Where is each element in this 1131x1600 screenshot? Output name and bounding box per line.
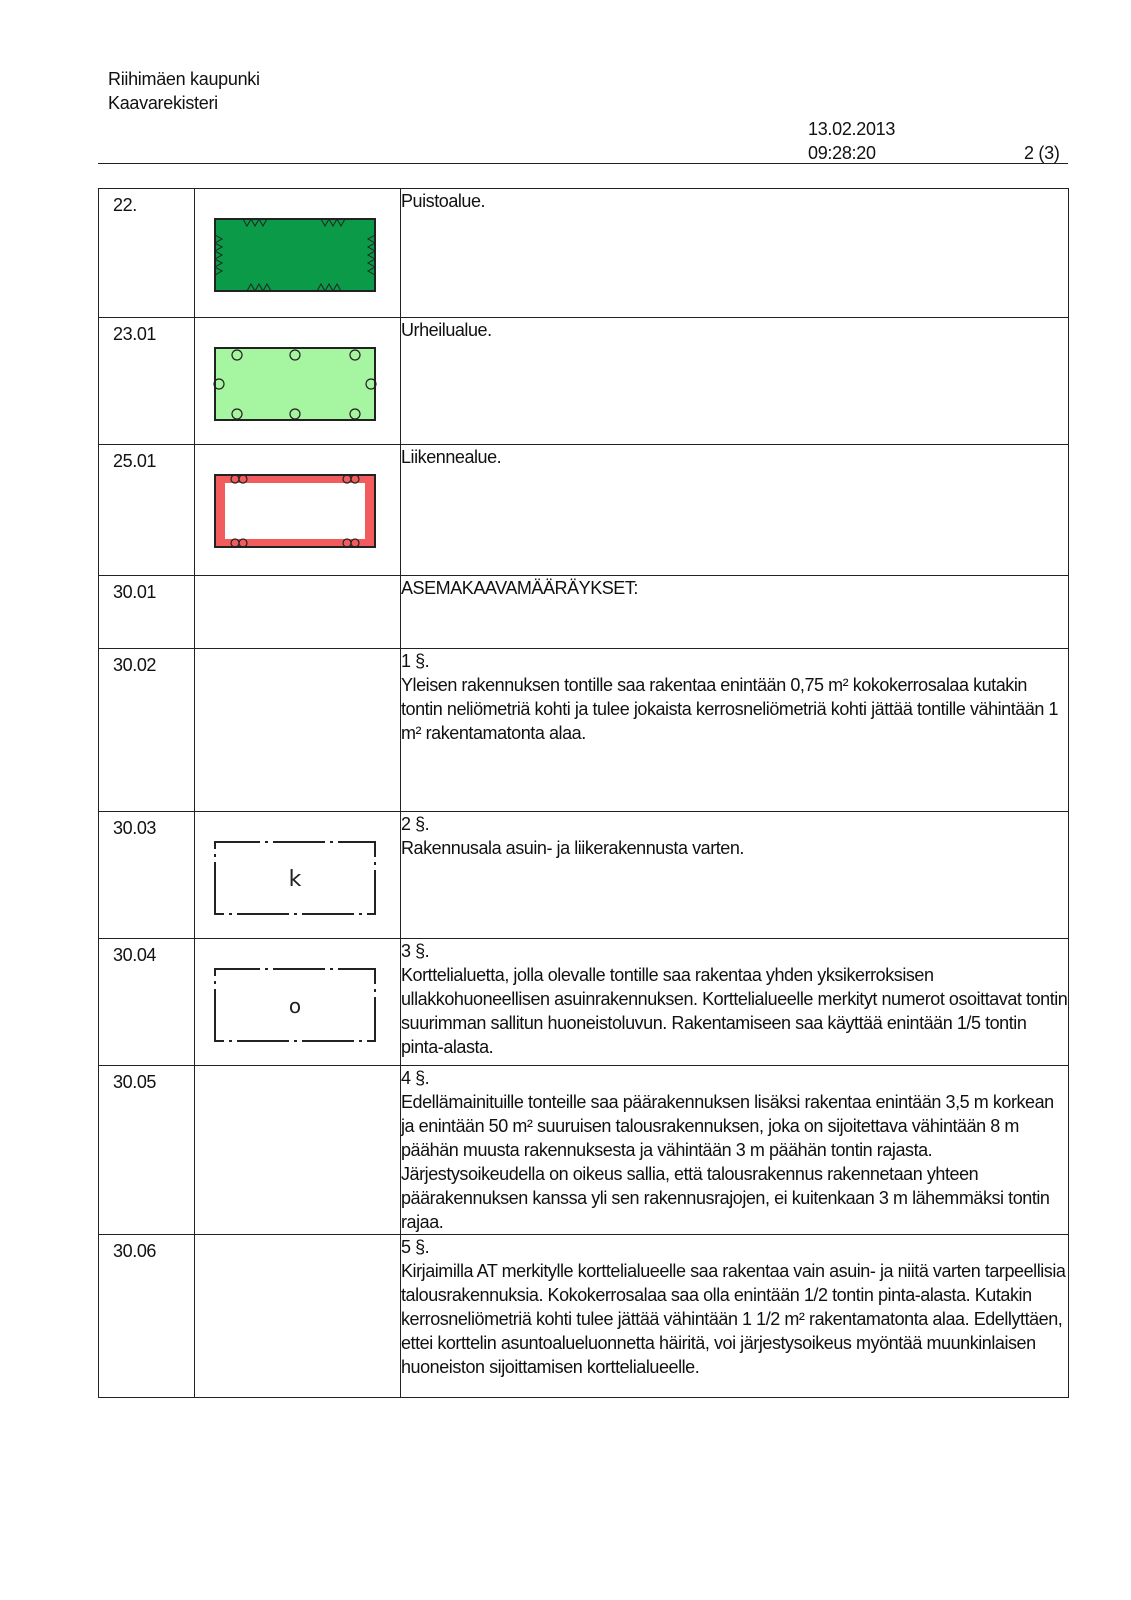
row-title: 5 §. — [401, 1237, 430, 1257]
table-row — [99, 576, 1069, 649]
table-row — [99, 445, 1069, 576]
table-row — [99, 1235, 1069, 1398]
page-number: 2 (3) — [1024, 143, 1060, 163]
row-title: 3 §. — [401, 941, 430, 961]
table-row — [99, 1066, 1069, 1235]
row-code: 30.01 — [113, 582, 157, 602]
section-heading: ASEMAKAAVAMÄÄRÄYKSET: — [401, 578, 638, 598]
table-row — [99, 939, 1069, 1066]
sports-area-icon — [213, 346, 377, 422]
building-area-k-icon — [213, 840, 377, 916]
row-title: 2 §. — [401, 814, 430, 834]
regulations-table — [98, 188, 1069, 1398]
table-row — [99, 318, 1069, 445]
row-code: 30.02 — [113, 655, 157, 675]
table-row — [99, 812, 1069, 939]
row-title: 4 §. — [401, 1068, 430, 1088]
organization-name: Riihimäen kaupunki — [108, 69, 260, 89]
header-divider — [98, 163, 1068, 164]
row-code: 25.01 — [113, 451, 157, 471]
table-row — [99, 189, 1069, 318]
register-name: Kaavarekisteri — [108, 93, 218, 113]
symbol-label: k — [288, 867, 302, 892]
building-area-o-icon — [213, 967, 377, 1043]
print-date: 13.02.2013 — [808, 119, 896, 139]
row-text: Kirjaimilla AT merkitylle korttelialueelle saa rakentaa vain asuin- ja niitä varten tarpeellisia talousrakennuksia. Kokokerrosalaa saa olla enintään 1/2 tontin pinta-alasta. Kutakin kerrosneliömetriä kohti tulee jättää vähintään 1 1/2 m² rakentamatonta alaa. Edellyttäen, ettei korttelin asuntoalueluonnetta häiritä, voi järjestysoikeus myöntää muunkinlaisen huoneiston sijoittamisen korttelialueelle. — [401, 1261, 1066, 1377]
row-code: 30.06 — [113, 1241, 157, 1261]
traffic-area-icon — [213, 473, 377, 549]
row-code: 30.03 — [113, 818, 157, 838]
print-time: 09:28:20 — [808, 143, 876, 163]
row-code: 23.01 — [113, 324, 157, 344]
table-row — [99, 649, 1069, 812]
row-code: 30.04 — [113, 945, 157, 965]
row-title: Urheilualue. — [401, 320, 492, 340]
park-area-icon — [213, 217, 377, 293]
symbol-label: o — [288, 994, 302, 1018]
row-title: Liikennealue. — [401, 447, 502, 467]
row-title: 1 §. — [401, 651, 430, 671]
row-code: 30.05 — [113, 1072, 157, 1092]
row-text: Yleisen rakennuksen tontille saa rakentaa enintään 0,75 m² kokokerrosalaa kutakin tontin neliömetriä kohti ja tulee jokaista kerrosneliömetriä kohti jättää tontille vähintään 1 m² rakentamatonta alaa. — [401, 675, 1059, 743]
row-text: Edellämainituille tonteille saa päärakennuksen lisäksi rakentaa enintään 3,5 m korkean ja enintään 50 m² suuruisen talousrakennuksen, joka on sijoitettava vähintään 8 m päähän muusta rakennuksesta ja vähintään 3 m päähän tontin rajasta. Järjestysoikeudella on oikeus sallia, että talousrakennus rakennetaan yhteen päärakennuksen kanssa yli sen rakennusrajojen, ei kuitenkaan 3 m lähemmäksi tontin rajaa. — [401, 1092, 1054, 1232]
row-text: Korttelialuetta, jolla olevalle tontille saa rakentaa yhden yksikerroksisen ullakkohuoneellisen asuinrakennuksen. Korttelialueelle merkityt numerot osoittavat tontin suurimman sallitun huoneistoluvun. Rakentamiseen saa käyttää enintään 1/5 tontin pinta-alasta. — [401, 965, 1068, 1057]
row-code: 22. — [113, 195, 137, 215]
row-title: Puistoalue. — [401, 191, 486, 211]
row-text: Rakennusala asuin- ja liikerakennusta varten. — [401, 838, 744, 858]
